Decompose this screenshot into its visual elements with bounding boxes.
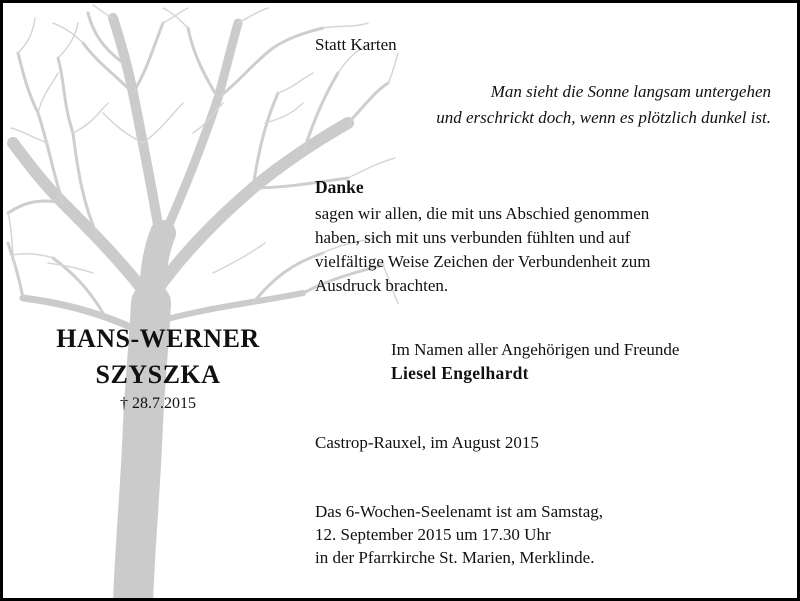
thanks-title: Danke — [315, 177, 364, 197]
statt-karten-label: Statt Karten — [315, 35, 397, 54]
signature-line: Im Namen aller Angehörigen und Freunde — [391, 340, 680, 359]
quote-line: und erschrickt doch, wenn es plötzlich dunkel ist. — [436, 108, 771, 127]
thanks-line: Ausdruck brachten. — [315, 276, 449, 295]
deceased-name — [23, 321, 293, 393]
signature-name: Liesel Engelhardt — [391, 363, 529, 383]
deceased-last-name: SZYSZKA — [95, 360, 221, 389]
death-date: † 28.7.2015 — [120, 395, 196, 412]
mass-line: in der Pfarrkirche St. Marien, Merklinde. — [315, 548, 595, 567]
thanks-text — [315, 202, 765, 298]
quote-line: Man sieht die Sonne langsam untergehen — [490, 82, 771, 101]
place-date: Castrop-Rauxel, im August 2015 — [315, 433, 539, 452]
thanks-line: vielfältige Weise Zeichen der Verbundenheit zum — [315, 252, 651, 271]
mass-line: 12. September 2015 um 17.30 Uhr — [315, 525, 551, 544]
quote — [303, 79, 771, 131]
memorial-mass-info — [315, 500, 603, 569]
deceased-first-name: HANS-WERNER — [56, 324, 260, 353]
thanks-line: haben, sich mit uns verbunden fühlten und auf — [315, 228, 631, 247]
mass-line: Das 6-Wochen-Seelenamt ist am Samstag, — [315, 502, 604, 521]
thanks-line: sagen wir allen, die mit uns Abschied genommen — [315, 204, 650, 223]
